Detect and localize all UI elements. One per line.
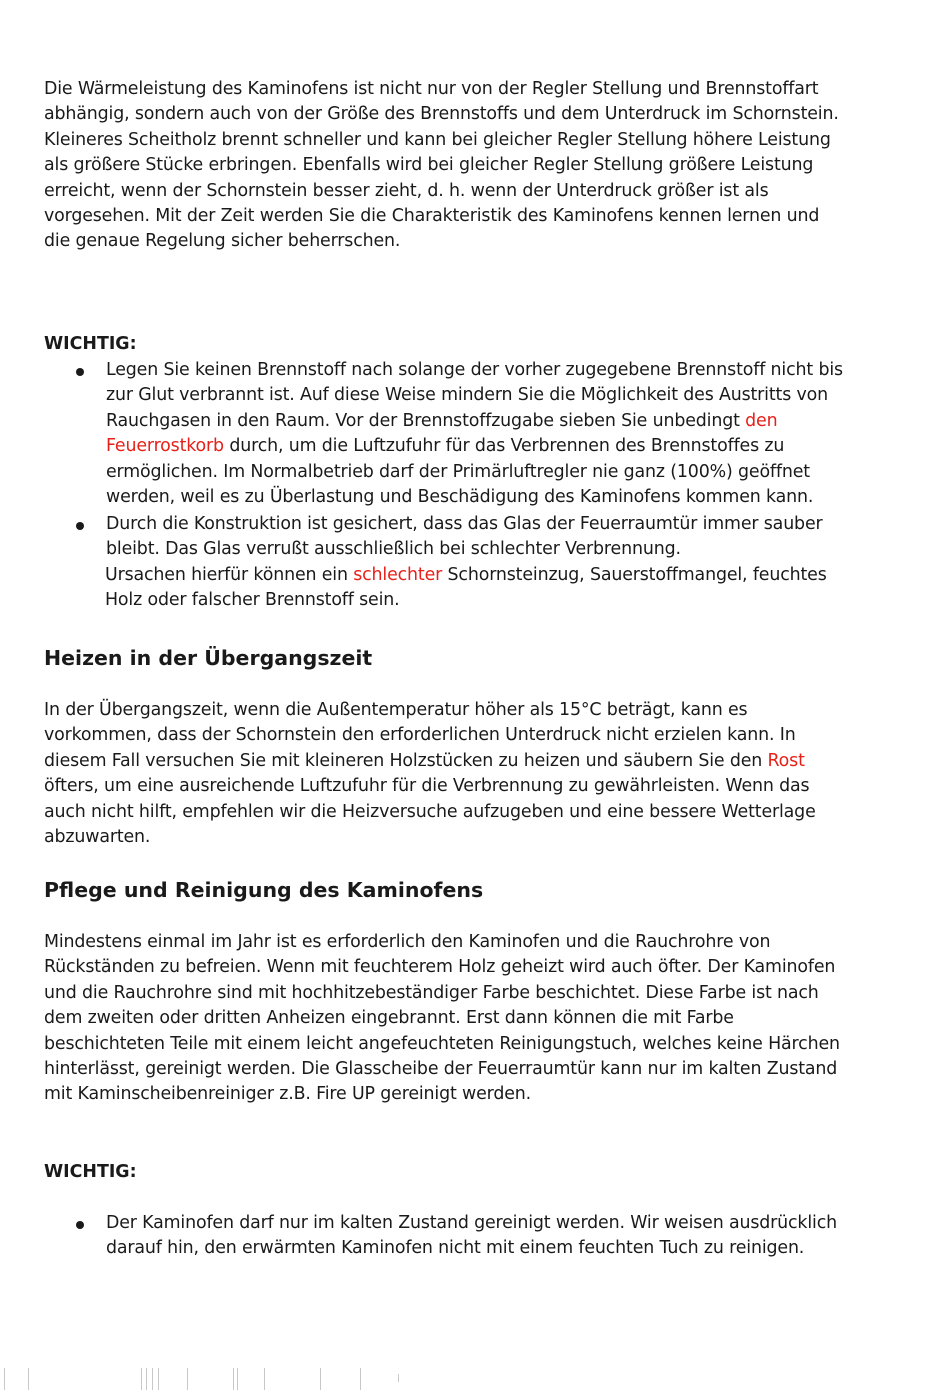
paragraph-line: Rückständen zu befreien. Wenn mit feuchterem Holz geheizt wird auch öfter. Der Kaminofen — [44, 957, 836, 978]
paragraph-line — [44, 749, 844, 774]
bullet-line: ermöglichen. Im Normalbetrieb darf der Primärluftregler nie ganz (100%) geöffnet — [106, 461, 810, 482]
highlight-text: Feuerrostkorb — [106, 436, 224, 457]
paragraph-line: abzuwarten. — [44, 827, 151, 848]
intro-line: die genaue Regelung sicher beherrschen. — [44, 231, 401, 252]
scan-mark — [141, 1368, 142, 1390]
paragraph-line: auch nicht hilft, empfehlen wir die Heizversuche aufzugeben und eine bessere Wetterlage — [44, 801, 816, 822]
bullet-text — [106, 358, 841, 510]
bullet-line: zur Glut verbrannt ist. Auf diese Weise mindern Sie die Möglichkeit des Austritts von — [106, 385, 828, 406]
bullet-line: Der Kaminofen darf nur im kalten Zustand gereinigt werden. Wir weisen ausdrücklich — [106, 1213, 838, 1233]
highlight-text: Rost — [767, 750, 805, 771]
bullet-icon — [76, 368, 84, 376]
bullet-icon — [76, 1221, 84, 1229]
bullet-line: Durch die Konstruktion ist gesichert, dass das Glas der Feuerraumtür immer sauber — [106, 514, 823, 534]
paragraph-line: Mindestens einmal im Jahr ist es erforderlich den Kaminofen und die Rauchrohre von — [44, 932, 771, 952]
paragraph-line: und die Rauchrohre sind mit hochhitzebeständiger Farbe beschichtet. Diese Farbe ist nach — [44, 982, 819, 1003]
text-run: Ursachen hierfür können ein — [105, 564, 354, 585]
bullet-line: werden, weil es zu Überlastung und Beschädigung des Kaminofens kommen kann. — [106, 487, 814, 508]
paragraph-line: mit Kaminscheibenreiniger z.B. Fire UP gereinigt werden. — [44, 1084, 532, 1105]
scan-mark — [4, 1368, 5, 1390]
section-heading-transition: Heizen in der Übergangszeit — [44, 646, 373, 670]
intro-paragraph — [44, 77, 844, 255]
scan-mark — [233, 1368, 234, 1390]
scan-mark — [360, 1368, 361, 1390]
bullet-text — [106, 1211, 841, 1262]
important-label: WICHTIG: — [44, 334, 137, 354]
scan-mark — [264, 1368, 265, 1390]
paragraph-line: öfters, um eine ausreichende Luftzufuhr für die Verbrennung zu gewährleisten. Wenn das — [44, 776, 810, 797]
scan-mark — [158, 1368, 159, 1390]
intro-line: vorgesehen. Mit der Zeit werden Sie die Charakteristik des Kaminofens kennen lernen und — [44, 206, 820, 227]
bullet-line: Holz oder falscher Brennstoff sein. — [105, 590, 400, 611]
bullet-line: Legen Sie keinen Brennstoff nach solange der vorher zugegebene Brennstoff nicht bis — [106, 360, 843, 380]
care-paragraph — [44, 930, 844, 1108]
bullet-line — [105, 563, 841, 588]
scan-mark — [187, 1368, 188, 1390]
intro-line: Kleineres Scheitholz brennt schneller und kann bei gleicher Regler Stellung höhere Leistung — [44, 129, 831, 150]
text-run: durch, um die Luftzufuhr für das Verbrennen des Brennstoffes zu — [223, 436, 785, 457]
text-run: diesem Fall versuchen Sie mit kleineren Holzstücken zu heizen und säubern Sie den — [44, 750, 768, 771]
section-heading-care: Pflege und Reinigung des Kaminofens — [44, 878, 484, 902]
bullet-line: darauf hin, den erwärmten Kaminofen nicht mit einem feuchten Tuch zu reinigen. — [106, 1238, 805, 1259]
important-label: WICHTIG: — [44, 1162, 137, 1182]
scan-mark — [398, 1374, 399, 1382]
text-run: Rauchgasen in den Raum. Vor der Brennstoffzugabe sieben Sie unbedingt — [106, 410, 746, 431]
intro-line: abhängig, sondern auch von der Größe des Brennstoffs und dem Unterdruck im Schornstein. — [44, 104, 839, 125]
highlight-text: schlechter — [353, 564, 443, 585]
paragraph-line: In der Übergangszeit, wenn die Außentemperatur höher als 15°C beträgt, kann es — [44, 700, 748, 720]
bullet-line — [106, 434, 841, 459]
scan-mark — [237, 1368, 238, 1390]
bullet-line: bleibt. Das Glas verrußt ausschließlich bei schlechter Verbrennung. — [106, 539, 681, 560]
highlight-text: den — [745, 410, 778, 431]
page-bottom-artifacts — [0, 1362, 950, 1390]
transition-paragraph — [44, 698, 844, 850]
bullet-line — [106, 409, 841, 434]
text-run: Schornsteinzug, Sauerstoffmangel, feuchtes — [442, 564, 827, 585]
paragraph-line: hinterlässt, gereinigt werden. Die Glasscheibe der Feuerraumtür kann nur im kalten Zustand — [44, 1059, 838, 1080]
paragraph-line: dem zweiten oder dritten Anheizen eingebrannt. Erst dann können die mit Farbe — [44, 1008, 734, 1029]
scan-mark — [28, 1368, 29, 1390]
paragraph-line: vorkommen, dass der Schornstein den erforderlichen Unterdruck nicht erzielen kann. In — [44, 725, 796, 746]
intro-line: als größere Stücke erbringen. Ebenfalls wird bei gleicher Regler Stellung größere Leistung — [44, 155, 814, 176]
bullet-icon — [76, 522, 84, 530]
bullet-text — [106, 512, 841, 614]
scan-mark — [152, 1368, 153, 1390]
paragraph-line: beschichteten Teile mit einem leicht angefeuchteten Reinigungstuch, welches keine Härchen — [44, 1033, 840, 1054]
intro-line: Die Wärmeleistung des Kaminofens ist nicht nur von der Regler Stellung und Brennstoffart — [44, 79, 819, 99]
scan-mark — [320, 1368, 321, 1390]
intro-line: erreicht, wenn der Schornstein besser zieht, d. h. wenn der Unterdruck größer ist als — [44, 180, 769, 201]
scan-mark — [146, 1368, 147, 1390]
